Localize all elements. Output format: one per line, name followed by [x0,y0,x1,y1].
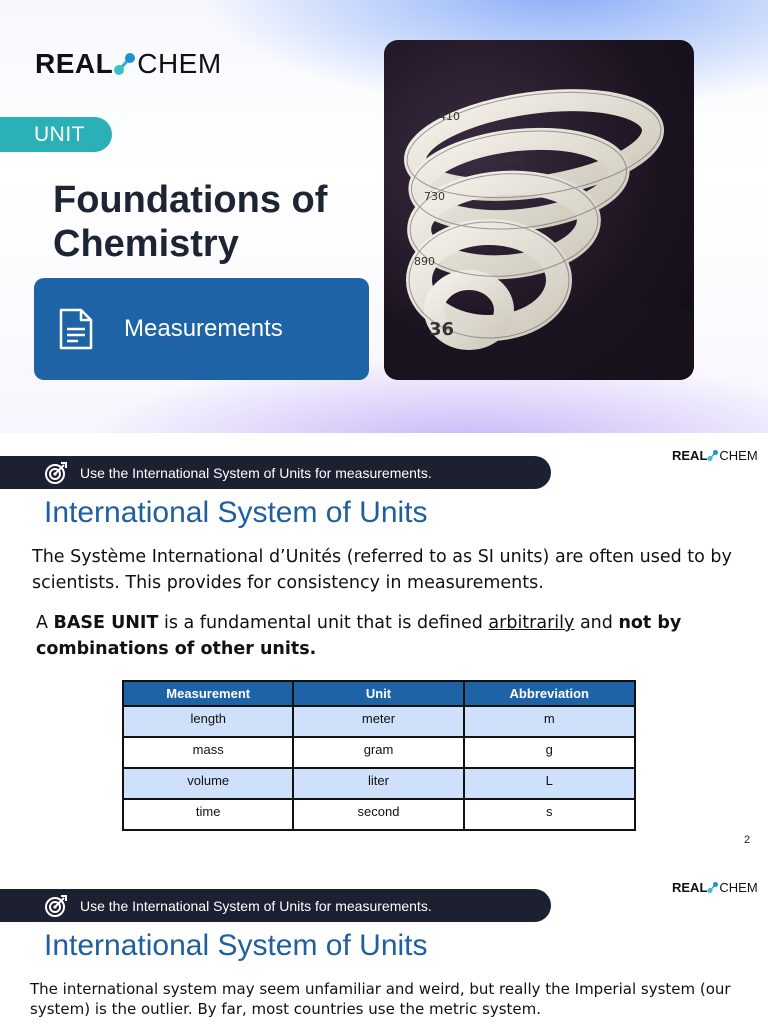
text-run: A [36,613,54,633]
svg-text:730: 730 [424,190,445,203]
target-icon [44,461,68,485]
column-header-unit: Unit [293,681,463,706]
realchem-logo-small [672,448,758,463]
table-row [123,768,635,799]
slide-title: International System of Units [44,496,428,529]
table-row [123,799,635,830]
document-icon [58,307,94,351]
tape-measure-photo [384,40,694,380]
page-number: 2 [744,834,751,846]
logo-text-chem: CHEM [137,48,222,79]
realchem-logo [35,48,222,80]
table-cell: second [293,799,463,830]
si-intro-paragraph: The Système International d’Unités (referred to as SI units) are often used to by scientists. This provides for consistency in measurements. [32,547,732,593]
svg-text:36: 36 [429,319,455,340]
base-unit-definition [36,610,736,662]
table-cell: s [464,799,635,830]
table-cell: liter [293,768,463,799]
molecule-icon [707,449,719,462]
molecule-icon [113,51,137,77]
table-cell: m [464,706,635,737]
table-row [123,737,635,768]
table-cell: length [123,706,293,737]
title-slide [0,0,768,433]
logo-text-chem: CHEM [719,448,758,463]
lesson-card[interactable] [34,278,369,380]
realchem-logo-small [672,880,758,895]
molecule-icon [707,881,719,894]
svg-text:890: 890 [414,255,435,268]
logo-text-chem: CHEM [719,880,758,895]
table-cell: mass [123,737,293,768]
tape-measure-illustration [384,40,694,380]
column-header-measurement: Measurement [123,681,293,706]
objective-banner [0,456,551,489]
table-cell: time [123,799,293,830]
table-cell: meter [293,706,463,737]
text-run: and [574,613,619,633]
term-base-unit: BASE UNIT [53,613,159,633]
term-not-combinations: not by combinations of other units. [36,613,682,659]
svg-text:640: 640 [504,154,525,167]
logo-text-real: REAL [672,448,708,463]
slide-title: International System of Units [44,929,428,962]
objective-text: Use the International System of Units for measurements. [80,464,432,481]
si-base-units-table [122,680,636,831]
column-header-abbreviation: Abbreviation [464,681,635,706]
text-run: is a fundamental unit that is defined [158,613,489,633]
metric-system-paragraph: The international system may seem unfamiliar and weird, but really the Imperial system (our system) is the outlier. By far, most countries use the metric system. [30,980,731,1018]
table-cell: g [464,737,635,768]
logo-text-real: REAL [35,48,114,79]
logo-text-real: REAL [672,880,708,895]
table-header-row [123,681,635,706]
unit-title: Foundations of Chemistry [53,179,328,265]
objective-banner [0,889,551,922]
target-icon [44,894,68,918]
table-cell: volume [123,768,293,799]
term-arbitrarily: arbitrarily [488,613,575,633]
table-row [123,706,635,737]
svg-text:410: 410 [439,110,460,123]
unit-pill: UNIT [0,117,112,152]
lesson-label: Measurements [124,315,283,342]
objective-text: Use the International System of Units for measurements. [80,897,432,914]
table-cell: L [464,768,635,799]
table-cell: gram [293,737,463,768]
